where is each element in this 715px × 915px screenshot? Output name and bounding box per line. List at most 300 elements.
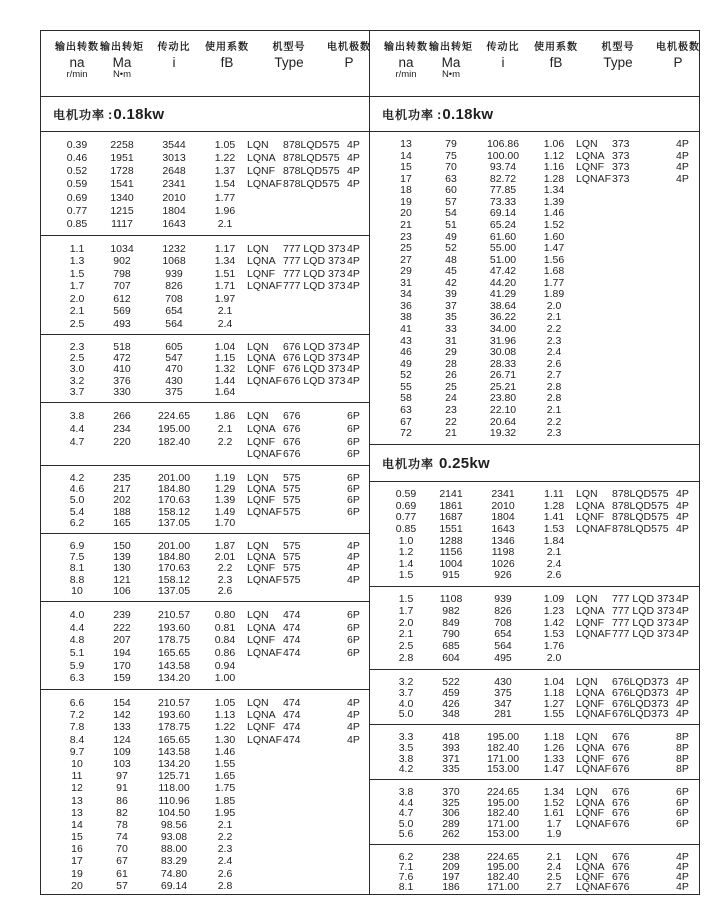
cell-service-factor: 1.77 <box>543 276 565 289</box>
cell-ratio: 708 <box>494 616 512 629</box>
cell-service-factor: 0.84 <box>214 634 236 647</box>
cell-type-prefix: LQNA <box>576 604 605 617</box>
cell-output-speed: 2.3 <box>69 341 85 353</box>
cell-poles: 6P <box>347 646 360 659</box>
table-row <box>370 489 699 501</box>
cell-poles: 4P <box>347 341 360 353</box>
cell-service-factor: 1.86 <box>214 410 236 422</box>
block-rows <box>370 587 699 665</box>
table-row <box>41 782 369 794</box>
cell-type-prefix: LQNA <box>576 499 605 512</box>
cell-output-speed: 20 <box>400 207 412 220</box>
header-symbol: i <box>172 54 176 70</box>
cell-service-factor: 1.85 <box>214 794 236 807</box>
cell-poles: 4P <box>347 540 360 552</box>
cell-output-speed: 6.2 <box>398 851 414 863</box>
table-row <box>370 882 699 892</box>
cell-output-torque: 1687 <box>439 511 463 524</box>
cell-ratio: 73.33 <box>489 195 517 208</box>
cell-poles: 6P <box>347 494 360 507</box>
cell-service-factor: 1.27 <box>543 697 565 710</box>
cell-output-torque: 28 <box>445 357 457 370</box>
left-table-column <box>41 31 370 894</box>
cell-type-model: 575 <box>283 540 301 552</box>
cell-output-speed: 13 <box>71 794 83 807</box>
cell-output-torque: 186 <box>442 881 460 893</box>
cell-service-factor: 2.01 <box>214 551 236 564</box>
cell-type-model: 474 <box>283 621 301 634</box>
cell-output-torque: 1215 <box>110 204 134 217</box>
cell-output-torque: 1728 <box>110 165 134 178</box>
header-symbol: i <box>501 54 505 70</box>
cell-type-model: 676 <box>283 435 301 448</box>
cell-type-prefix: LQNF <box>247 435 276 448</box>
cell-poles: 6P <box>676 786 689 798</box>
cell-poles: 4P <box>347 267 360 280</box>
cell-output-speed: 7.5 <box>69 551 85 564</box>
cell-output-speed: 8.4 <box>69 733 85 746</box>
cell-ratio: 470 <box>165 363 183 376</box>
cell-type-prefix: LQNAF <box>576 708 612 721</box>
cell-service-factor: 1.26 <box>543 741 565 754</box>
cell-output-torque: 982 <box>442 604 460 617</box>
cell-output-torque: 154 <box>113 697 131 709</box>
cell-output-speed: 5.0 <box>69 494 85 507</box>
cell-type-model: 676LQD373 <box>612 676 669 688</box>
cell-service-factor: 2.6 <box>546 569 562 582</box>
cell-output-speed: 3.7 <box>69 385 85 398</box>
cell-poles: 4P <box>347 551 360 564</box>
table-row <box>370 754 699 765</box>
cell-type-prefix: LQN <box>576 138 598 150</box>
cell-output-speed: 4.2 <box>398 763 414 776</box>
column-header <box>384 42 428 81</box>
cell-ratio: 826 <box>165 280 183 293</box>
cell-output-torque: 330 <box>113 385 131 398</box>
cell-ratio: 224.65 <box>157 410 191 422</box>
cell-ratio: 195.00 <box>486 861 520 873</box>
cell-output-torque: 121 <box>113 573 131 586</box>
cell-poles: 4P <box>347 697 360 709</box>
cell-output-torque: 49 <box>445 230 457 243</box>
table-row <box>370 428 699 440</box>
table-row <box>41 205 369 218</box>
cell-type-model: 676 LQD 373 <box>283 363 346 376</box>
cell-output-speed: 3.3 <box>398 731 414 743</box>
cell-service-factor: 2.4 <box>217 317 233 330</box>
cell-ratio: 926 <box>494 569 512 582</box>
cell-output-torque: 234 <box>113 422 131 435</box>
cell-output-torque: 306 <box>442 807 460 820</box>
cell-service-factor: 2.4 <box>546 861 562 873</box>
cell-output-speed: 1.7 <box>69 280 85 293</box>
cell-service-factor: 1.30 <box>214 733 236 746</box>
cell-service-factor: 1.77 <box>214 191 236 204</box>
cell-output-torque: 97 <box>116 770 128 783</box>
data-block <box>41 131 369 235</box>
cell-service-factor: 2.4 <box>546 346 562 359</box>
cell-output-torque: 74 <box>116 831 128 844</box>
cell-ratio: 171.00 <box>486 817 520 830</box>
cell-output-torque: 23 <box>445 403 457 416</box>
cell-poles: 6P <box>676 807 689 820</box>
cell-poles: 4P <box>676 871 689 883</box>
cell-service-factor: 1.39 <box>214 494 236 507</box>
cell-output-torque: 57 <box>445 195 457 208</box>
cell-type-prefix: LQNA <box>247 483 276 496</box>
cell-type-model: 878LQD575 <box>612 511 669 524</box>
cell-poles: 4P <box>676 628 689 641</box>
cell-service-factor: 1.18 <box>543 731 565 743</box>
header-symbol: P <box>673 54 683 70</box>
cell-type-model: 777 LQD 373 <box>612 628 675 641</box>
header-label-zh: 传动比 <box>486 42 520 53</box>
cell-output-torque: 493 <box>113 317 131 330</box>
cell-output-torque: 197 <box>442 871 460 883</box>
cell-type-prefix: LQNA <box>247 551 276 564</box>
cell-output-torque: 130 <box>113 562 131 575</box>
cell-output-torque: 1288 <box>439 534 463 547</box>
cell-ratio: 125.71 <box>157 770 191 783</box>
cell-type-prefix: LQNF <box>247 165 276 178</box>
column-header <box>429 42 473 81</box>
cell-type-model: 676 <box>612 796 630 809</box>
table-row <box>370 220 699 232</box>
cell-output-torque: 1108 <box>439 593 463 605</box>
cell-poles: 4P <box>347 165 360 178</box>
cell-output-speed: 52 <box>400 369 412 382</box>
cell-output-torque: 472 <box>113 352 131 365</box>
table-row <box>41 880 369 892</box>
table-row <box>41 831 369 843</box>
cell-type-prefix: LQNAF <box>247 448 283 461</box>
cell-output-speed: 1.5 <box>398 593 414 605</box>
cell-type-model: 676 <box>612 731 630 743</box>
cell-output-torque: 348 <box>442 708 460 721</box>
cell-output-speed: 12 <box>71 782 83 795</box>
cell-output-torque: 235 <box>113 472 131 484</box>
cell-type-model: 676 LQD 373 <box>283 341 346 353</box>
column-header <box>327 42 371 70</box>
table-row <box>370 255 699 267</box>
cell-output-speed: 4.4 <box>69 621 85 634</box>
column-header <box>158 42 191 70</box>
cell-ratio: 34.00 <box>489 323 517 335</box>
table-row <box>41 609 369 622</box>
data-block <box>370 131 699 444</box>
cell-poles: 4P <box>676 676 689 688</box>
cell-type-model: 878LQD575 <box>283 165 340 178</box>
table-row <box>370 324 699 336</box>
cell-type-prefix: LQN <box>247 410 269 422</box>
cell-output-speed: 3.0 <box>69 363 85 376</box>
cell-service-factor: 1.84 <box>543 534 565 547</box>
cell-poles: 6P <box>676 817 689 830</box>
cell-ratio: 826 <box>494 604 512 617</box>
cell-output-speed: 55 <box>400 380 412 393</box>
cell-type-model: 676 <box>612 786 630 798</box>
table-row <box>41 868 369 880</box>
cell-service-factor: 1.7 <box>546 817 562 830</box>
cell-poles: 6P <box>347 621 360 634</box>
cell-ratio: 170.63 <box>157 494 191 507</box>
cell-output-torque: 60 <box>445 184 457 197</box>
cell-type-model: 676 LQD 373 <box>283 374 346 387</box>
cell-type-model: 474 <box>283 733 301 746</box>
cell-output-torque: 35 <box>445 311 457 324</box>
cell-type-model: 575 <box>283 573 301 586</box>
cell-type-model: 676 <box>612 881 630 893</box>
cell-output-torque: 37 <box>445 299 457 312</box>
cell-service-factor: 1.96 <box>214 204 236 217</box>
cell-service-factor: 1.11 <box>544 488 564 500</box>
header-symbol: fB <box>220 54 234 70</box>
cell-service-factor: 1.23 <box>543 604 565 617</box>
cell-ratio: 375 <box>494 686 512 699</box>
cell-poles: 4P <box>347 352 360 365</box>
table-row <box>370 641 699 653</box>
table-row <box>41 178 369 191</box>
table-row <box>370 524 699 536</box>
cell-output-speed: 20 <box>71 879 83 892</box>
table-row <box>41 218 369 231</box>
cell-output-speed: 72 <box>400 427 412 440</box>
data-block <box>41 601 369 689</box>
table-row <box>41 758 369 770</box>
cell-output-torque: 220 <box>113 435 131 448</box>
header-symbol: na <box>398 54 414 70</box>
cell-ratio: 2010 <box>491 499 515 512</box>
cell-ratio: 22.10 <box>489 403 517 416</box>
cell-output-speed: 8.1 <box>69 562 85 575</box>
cell-ratio: 195.00 <box>157 422 191 435</box>
cell-output-speed: 0.69 <box>395 499 417 512</box>
cell-type-prefix: LQN <box>247 472 269 484</box>
cell-service-factor: 0.86 <box>214 646 236 659</box>
cell-ratio: 2341 <box>491 488 515 500</box>
column-header <box>534 42 578 70</box>
cell-service-factor: 1.70 <box>214 516 236 529</box>
cell-type-model: 676 <box>612 871 630 883</box>
cell-ratio: 708 <box>165 292 183 305</box>
cell-output-torque: 39 <box>445 288 457 301</box>
cell-poles: 4P <box>676 616 689 629</box>
cell-output-speed: 23 <box>400 230 412 243</box>
data-block <box>41 465 369 533</box>
table-row <box>41 672 369 685</box>
cell-output-torque: 222 <box>113 621 131 634</box>
cell-type-model: 373 <box>612 161 630 174</box>
cell-service-factor: 2.0 <box>546 299 562 312</box>
cell-poles: 4P <box>676 511 689 524</box>
cell-output-torque: 109 <box>113 745 131 758</box>
cell-poles: 4P <box>676 881 689 893</box>
block-rows <box>41 335 369 398</box>
cell-output-torque: 426 <box>442 697 460 710</box>
cell-type-model: 676 <box>612 752 630 765</box>
cell-output-speed: 13 <box>400 138 412 150</box>
cell-type-model: 676LQD373 <box>612 708 669 721</box>
cell-service-factor: 1.15 <box>214 352 236 365</box>
cell-type-prefix: LQN <box>247 243 269 255</box>
cell-output-speed: 0.77 <box>395 511 417 524</box>
cell-output-torque: 1861 <box>439 499 463 512</box>
cell-poles: 4P <box>347 280 360 293</box>
cell-ratio: 201.00 <box>157 472 191 484</box>
cell-output-speed: 11 <box>71 770 83 783</box>
cell-service-factor: 1.33 <box>543 752 565 765</box>
cell-type-model: 676 LQD 373 <box>283 352 346 365</box>
cell-output-torque: 63 <box>445 172 457 185</box>
cell-output-torque: 51 <box>445 218 457 231</box>
cell-output-speed: 3.5 <box>398 741 414 754</box>
cell-type-model: 878LQD575 <box>612 488 669 500</box>
cell-service-factor: 1.52 <box>543 218 565 231</box>
cell-service-factor: 2.8 <box>217 879 233 892</box>
cell-output-torque: 790 <box>442 628 460 641</box>
cell-output-torque: 569 <box>113 305 131 318</box>
cell-output-speed: 27 <box>400 253 412 266</box>
cell-poles: 4P <box>347 709 360 722</box>
header-symbol: P <box>344 54 354 70</box>
cell-poles: 8P <box>676 741 689 754</box>
cell-output-torque: 188 <box>113 505 131 518</box>
cell-service-factor: 2.1 <box>217 305 233 318</box>
cell-output-speed: 3.8 <box>398 786 414 798</box>
cell-output-speed: 1.3 <box>69 255 85 268</box>
table-row <box>41 192 369 205</box>
cell-output-speed: 46 <box>400 346 412 359</box>
cell-output-torque: 170 <box>113 659 131 672</box>
cell-output-torque: 915 <box>442 569 460 582</box>
cell-output-torque: 289 <box>442 817 460 830</box>
cell-type-model: 878LQD575 <box>283 178 340 191</box>
header-symbol: fB <box>549 54 563 70</box>
cell-output-torque: 2258 <box>110 139 134 151</box>
cell-output-torque: 459 <box>442 686 460 699</box>
cell-type-model: 676 <box>612 861 630 873</box>
cell-poles: 4P <box>676 161 689 174</box>
cell-type-model: 474 <box>283 646 301 659</box>
cell-service-factor: 1.42 <box>543 616 565 629</box>
cell-poles: 4P <box>347 243 360 255</box>
table-row <box>41 423 369 436</box>
cell-output-torque: 418 <box>442 731 460 743</box>
cell-type-model: 777 LQD 373 <box>612 593 675 605</box>
cell-type-prefix: LQNF <box>576 752 605 765</box>
table-row <box>41 709 369 721</box>
cell-service-factor: 1.49 <box>214 505 236 518</box>
cell-output-speed: 1.5 <box>69 267 85 280</box>
table-row <box>41 843 369 855</box>
table-row <box>370 798 699 809</box>
cell-type-model: 878LQD575 <box>612 499 669 512</box>
cell-service-factor: 1.47 <box>543 242 565 255</box>
cell-ratio: 3013 <box>162 152 186 165</box>
cell-type-model: 575 <box>283 483 301 496</box>
cell-output-torque: 522 <box>442 676 460 688</box>
cell-type-model: 474 <box>283 697 301 709</box>
cell-type-prefix: LQNF <box>576 807 605 820</box>
cell-output-torque: 2141 <box>439 488 463 500</box>
cell-service-factor: 2.2 <box>546 415 562 428</box>
table-row <box>41 622 369 635</box>
cell-type-prefix: LQNAF <box>247 280 283 293</box>
cell-output-speed: 4.6 <box>69 483 85 496</box>
cell-poles: 6P <box>676 796 689 809</box>
cell-output-speed: 0.59 <box>66 178 88 191</box>
table-row <box>370 278 699 290</box>
data-block <box>370 481 699 586</box>
header-label-zh: 输出转矩 <box>429 42 473 53</box>
cell-output-speed: 5.1 <box>69 646 85 659</box>
block-rows <box>41 466 369 529</box>
cell-output-torque: 54 <box>445 207 457 220</box>
cell-service-factor: 2.6 <box>217 867 233 880</box>
table-row <box>370 819 699 830</box>
cell-service-factor: 2.7 <box>546 881 562 893</box>
cell-type-model: 878LQD575 <box>283 152 340 165</box>
cell-output-speed: 36 <box>400 299 412 312</box>
cell-type-model: 777 LQD 373 <box>612 616 675 629</box>
cell-service-factor: 2.1 <box>217 422 233 435</box>
cell-service-factor: 1.29 <box>214 483 236 496</box>
cell-service-factor: 1.53 <box>543 522 565 535</box>
cell-ratio: 93.08 <box>160 831 188 844</box>
cell-output-speed: 1.0 <box>398 534 414 547</box>
table-row <box>41 364 369 375</box>
cell-output-torque: 371 <box>442 752 460 765</box>
cell-ratio: 38.64 <box>489 299 517 312</box>
table-row <box>370 536 699 548</box>
table-row <box>41 634 369 647</box>
cell-service-factor: 1.09 <box>543 593 565 605</box>
header-label-zh: 机型号 <box>272 42 306 53</box>
cell-type-prefix: LQNA <box>576 796 605 809</box>
cell-output-speed: 6.6 <box>69 697 85 709</box>
cell-output-torque: 75 <box>445 149 457 162</box>
cell-ratio: 939 <box>165 267 183 280</box>
cell-ratio: 939 <box>494 593 512 605</box>
cell-output-speed: 67 <box>400 415 412 428</box>
table-row <box>370 312 699 324</box>
cell-service-factor: 1.87 <box>214 540 236 552</box>
table-row <box>370 162 699 174</box>
cell-output-speed: 3.7 <box>398 686 414 699</box>
table-row <box>41 575 369 586</box>
power-section <box>41 96 369 131</box>
cell-ratio: 30.08 <box>489 346 517 359</box>
header-symbol: Type <box>274 54 304 70</box>
cell-type-model: 474 <box>283 709 301 722</box>
table-row <box>370 382 699 394</box>
cell-output-speed: 1.7 <box>398 604 414 617</box>
cell-ratio: 281 <box>494 708 512 721</box>
cell-type-prefix: LQN <box>576 593 598 605</box>
table-row <box>41 473 369 484</box>
cell-output-speed: 17 <box>400 172 412 185</box>
cell-output-speed: 0.39 <box>66 139 88 151</box>
spec-table <box>40 30 700 895</box>
power-section <box>370 96 699 131</box>
table-row <box>370 347 699 359</box>
cell-output-speed: 29 <box>400 265 412 278</box>
cell-ratio: 143.58 <box>157 659 191 672</box>
table-row <box>41 495 369 506</box>
cell-service-factor: 1.44 <box>214 374 236 387</box>
cell-type-prefix: LQNAF <box>576 763 612 776</box>
table-row <box>370 174 699 186</box>
